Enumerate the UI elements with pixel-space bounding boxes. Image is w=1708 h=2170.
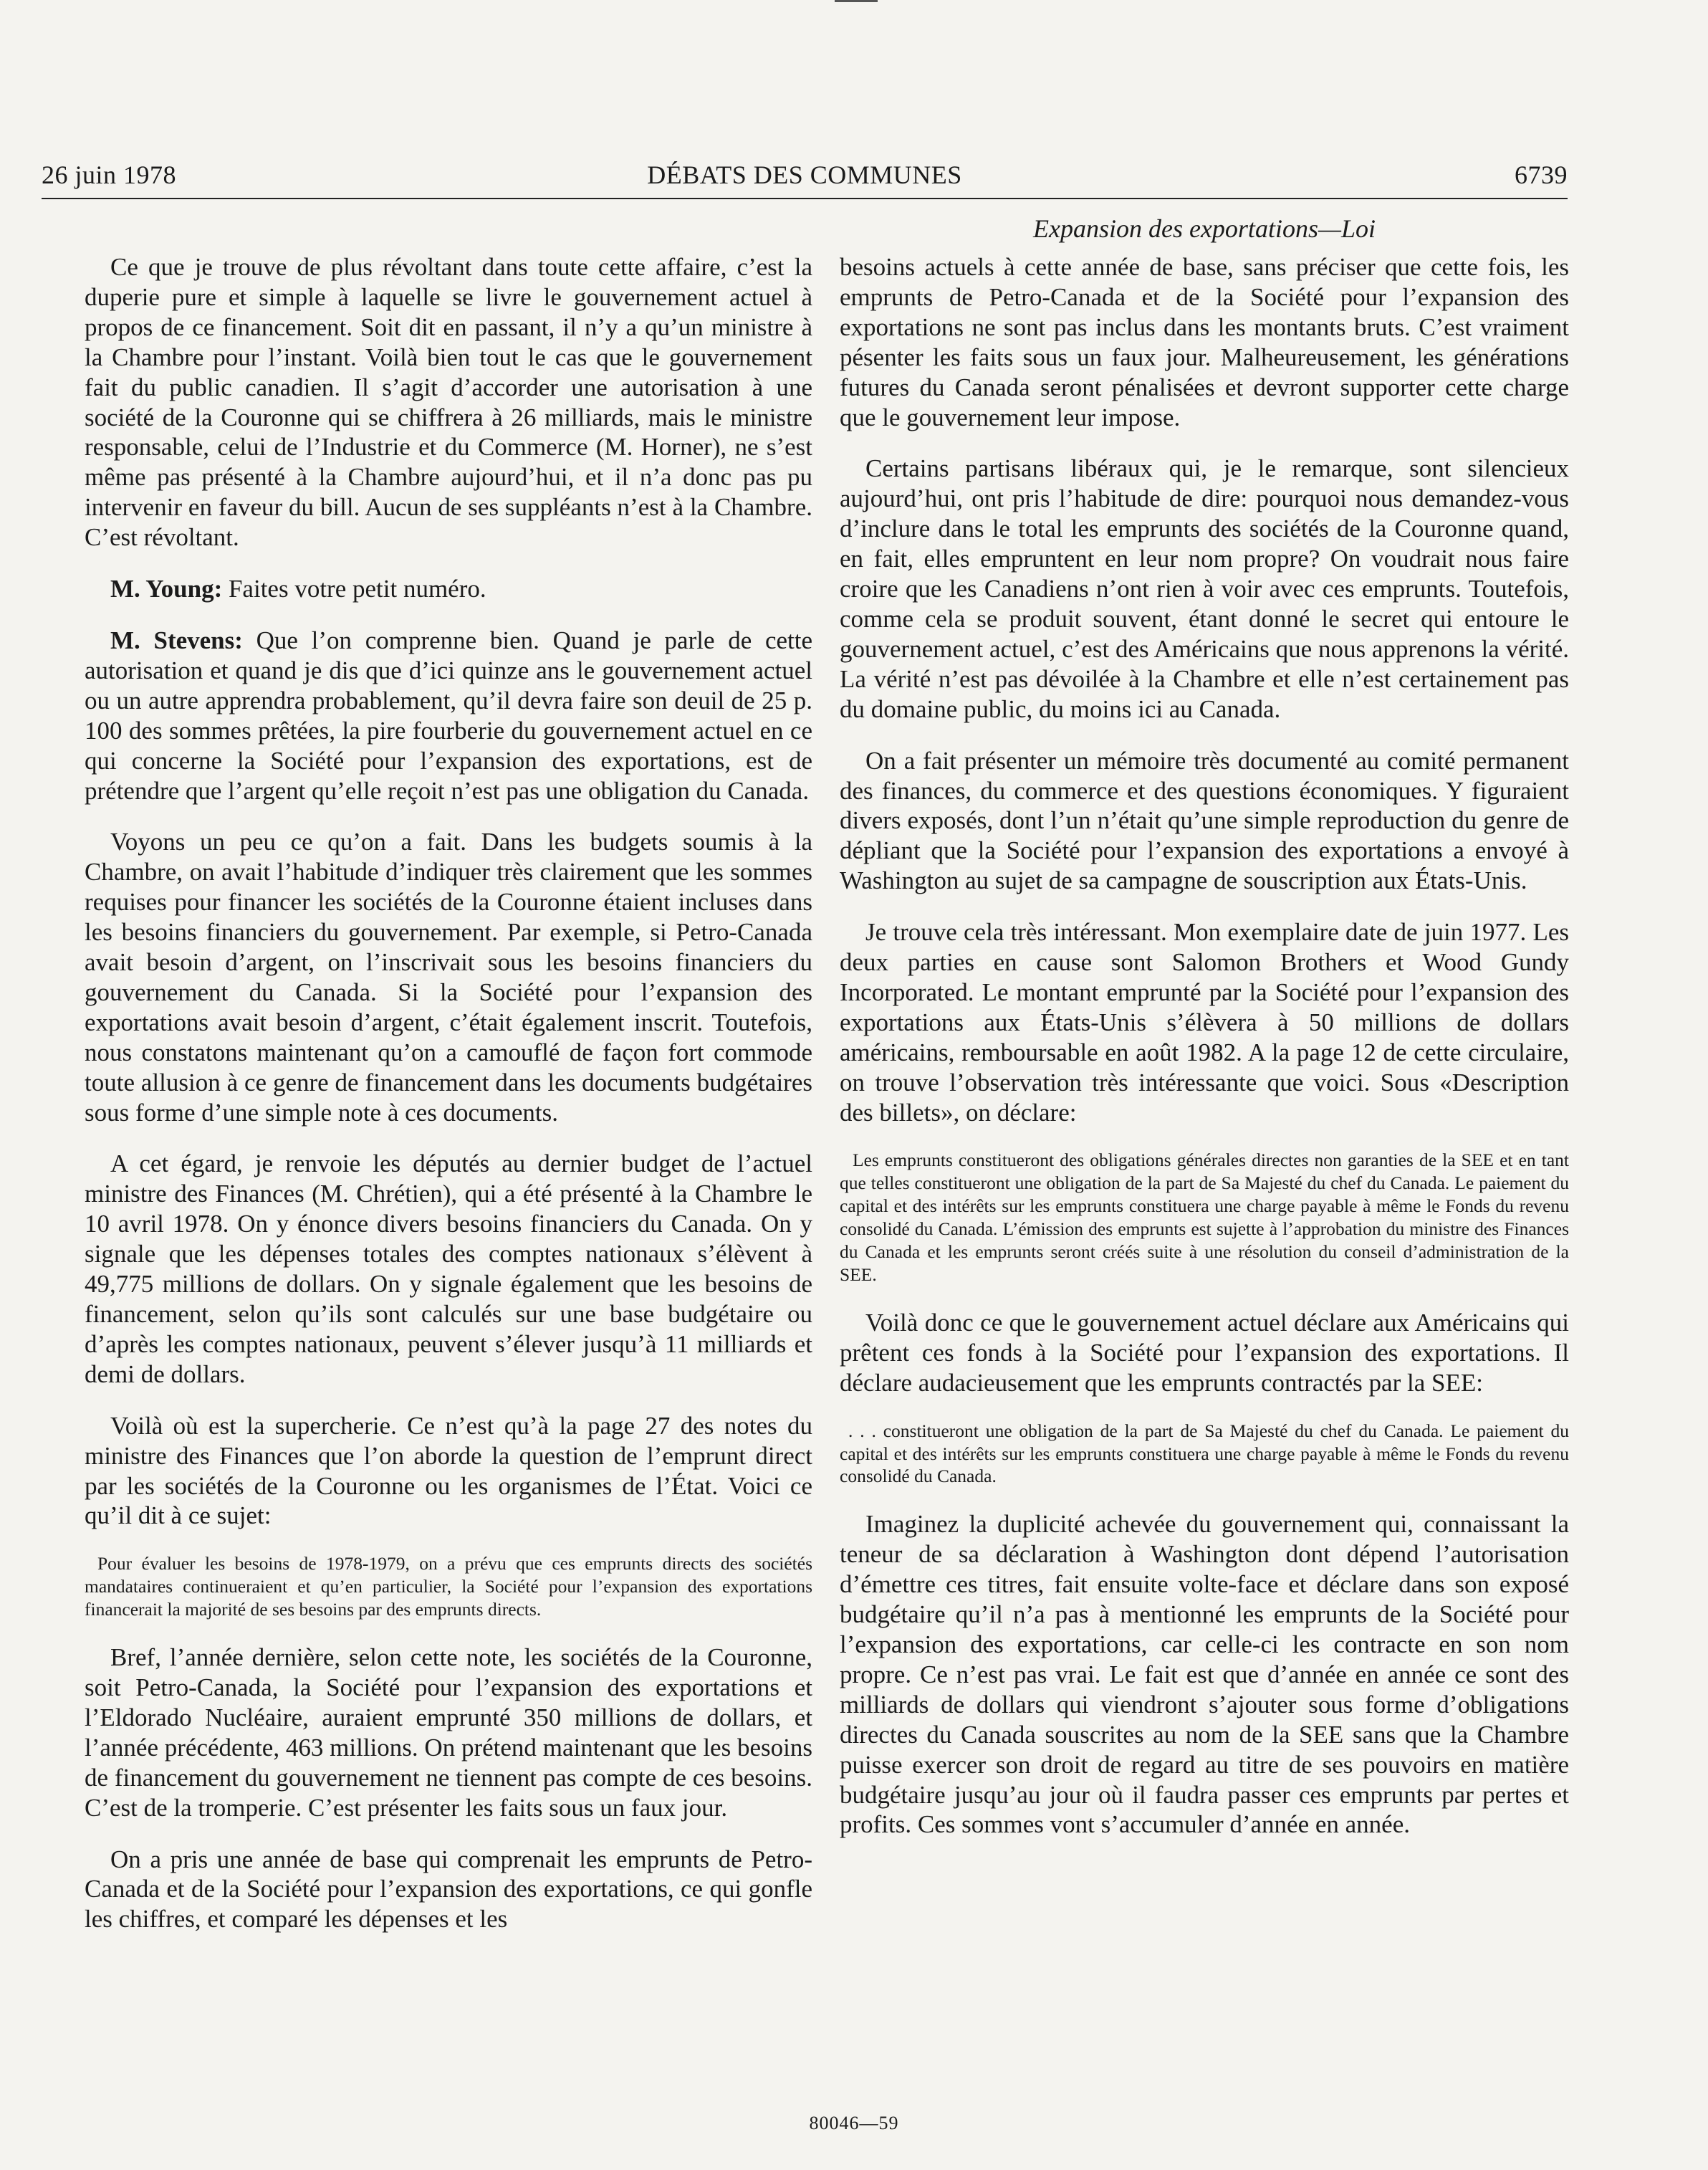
- left-column: [85, 252, 812, 1956]
- speaker-young: M. Young:: [110, 575, 223, 603]
- footer-code: 80046—59: [809, 2113, 899, 2133]
- right-paragraph-4: Je trouve cela très intéressant. Mon exemplaire date de juin 1977. Les deux parties en cause sont Salomon Brothers et Wood Gundy Incorporated. Le montant emprunté par la Société pour l’expansion des exportations aux États-Unis s’élèvera à 50 millions de dollars américains, remboursable en août 1982. A la page 12 de cette circulaire, on trouve l’observation très intéressante que voici. Sous «Description des billets», on déclare:: [840, 918, 1569, 1127]
- left-paragraph-6: Voilà où est la supercherie. Ce n’est qu’à la page 27 des notes du ministre des Finances que l’on aborde la question de l’emprunt direct par les sociétés de la Couronne ou les organismes de l’État. Voici ce qu’il dit à ce sujet:: [85, 1411, 812, 1530]
- header-page-number: 6739: [1515, 161, 1568, 189]
- right-paragraph-1: besoins actuels à cette année de base, sans préciser que cette fois, les emprunts de Petro-Canada et de la Société pour l’expansion des exportations ne sont pas inclus dans les montants bruts. C’est vraiment pésenter les faits sous un faux jour. Malheureusement, les générations futures du Canada seront pénalisées et devront supporter cette charge que le gouvernement leur impose.: [840, 253, 1569, 431]
- right-quotation-1: Les emprunts constitueront des obligations générales directes non garanties de la SEE et en tant que telles constitueront une obligation de la part de Sa Majesté du chef du Canada. Le paiement du capital et des intérêts sur les emprunts constituera une charge payable à même le Fonds du revenu consolidé du Canada. L’émission des emprunts est sujette à l’approbation du ministre des Finances du Canada et les emprunts seront créés suite à une résolution du conseil d’administration de la SEE.: [840, 1149, 1569, 1285]
- left-paragraph-1: Ce que je trouve de plus révoltant dans toute cette affaire, c’est la duperie pure et simple à laquelle se livre le gouvernement actuel à propos de ce financement. Soit dit en passant, il n’y a qu’un ministre à la Chambre pour l’instant. Voilà bien tout le cas que le gouvernement fait du public canadien. Il s’agit d’accorder une autorisation à une société de la Couronne qui se chiffrera à 26 milliards, mais le ministre responsable, celui de l’Industrie et du Commerce (M. Horner), ne s’est même pas présenté à la Chambre aujourd’hui, et il n’a donc pas pu intervenir en faveur du bill. Aucun de ses suppléants n’est à la Chambre. C’est révoltant.: [85, 253, 812, 552]
- speech-stevens: Que l’on comprenne bien. Quand je parle de cette autorisation et quand je dis que d’ici quinze ans le gouvernement actuel ou un autre apprendra probablement, qu’il devra faire son deuil de 25 p. 100 des sommes prêtées, la pire fourberie du gouvernement actuel en ce qui concerne la Société pour l’expansion des exportations, est de prétendre que l’argent qu’elle reçoit n’est pas une obligation du Canada.: [85, 626, 812, 805]
- left-quotation-1: Pour évaluer les besoins de 1978-1979, on a prévu que ces emprunts directs des sociétés mandataires continueraient et qu’en particulier, la Société pour l’expansion des exportations financerait la majorité de ses besoins par des emprunts directs.: [85, 1553, 812, 1620]
- right-paragraph-6: Imaginez la duplicité achevée du gouvernement qui, connaissant la teneur de sa déclaration à Washington dont dépend l’autorisation d’émettre ces titres, fait ensuite volte-face et déclare dans son exposé budgétaire qu’il n’a pas à mentionné les emprunts de la Société pour l’expansion des exportations, car celle-ci les contracte en son nom propre. Ce n’est pas vrai. Le fait est que d’année en année ce sont des milliards de dollars qui viendront s’ajouter sous forme d’obligations directes du Canada souscrites au nom de la SEE sans que la Chambre puisse exercer son droit de regard au titre de ses pouvoirs en matière budgétaire jusqu’au jour où il faudra passer ces emprunts par pertes et profits. Ces sommes vont s’accumuler d’année en année.: [840, 1510, 1569, 1839]
- left-paragraph-3: [85, 626, 812, 806]
- right-paragraph-2: Certains partisans libéraux qui, je le remarque, sont silencieux aujourd’hui, ont pris l’habitude de dire: pourquoi nous demandez-vous d’inclure dans le total les emprunts des sociétés de la Couronne quand, en fait, elles empruntent en leur nom propre? On voudrait nous faire croire que les Canadiens n’ont rien à voir avec ces emprunts. Toutefois, comme cela se produit souvent, étant donné le secret qui entoure le gouvernement actuel, c’est des Américains que nous apprenons la vérité. La vérité n’est pas dévoilée à la Chambre et elle n’est certainement pas du domaine public, du moins ici au Canada.: [840, 454, 1569, 723]
- left-paragraph-2: [85, 574, 812, 604]
- top-edge-mark: [835, 0, 878, 2]
- right-quotation-2: . . . constitueront une obligation de la part de Sa Majesté du chef du Canada. Le paiement du capital et des intérêts sur les emprunts constituera une charge payable à même le Fonds du revenu consolidé du Canada.: [840, 1420, 1569, 1487]
- speech-young: Faites votre petit numéro.: [222, 575, 486, 603]
- right-column: [840, 252, 1569, 1861]
- header-date: 26 juin 1978: [42, 161, 177, 189]
- right-paragraph-5: Voilà donc ce que le gouvernement actuel déclare aux Américains qui prêtent ces fonds à la Société pour l’expansion des exportations. Il déclare audacieusement que les emprunts contractés par la SEE:: [840, 1308, 1569, 1397]
- running-header: [42, 159, 1568, 199]
- left-paragraph-4: Voyons un peu ce qu’on a fait. Dans les budgets soumis à la Chambre, on avait l’habitude d’indiquer très clairement que les sommes requises pour financer les sociétés de la Couronne étaient incluses dans les besoins financiers du gouvernement. Par exemple, si Petro-Canada avait besoin d’argent, on l’inscrivait sous les besoins financiers du gouvernement du Canada. Si la Société pour l’expansion des exportations avait besoin d’argent, c’était également inscrit. Toutefois, nous constatons maintenant qu’on a camouflé de façon fort commode toute allusion à ce genre de financement dans les documents budgétaires sous forme d’une simple note à ces documents.: [85, 828, 812, 1127]
- right-paragraph-3: On a fait présenter un mémoire très documenté au comité permanent des finances, du commerce et des questions économiques. Y figuraient divers exposés, dont l’un n’était qu’une simple reproduction du genre de dépliant que la Société pour l’expansion des exportations a envoyé à Washington au sujet de sa campagne de souscription aux États-Unis.: [840, 746, 1569, 895]
- section-title: Expansion des exportations—Loi: [1033, 214, 1376, 243]
- left-paragraph-7: Bref, l’année dernière, selon cette note, les sociétés de la Couronne, soit Petro-Canada, la Société pour l’expansion des exportations et l’Eldorado Nucléaire, auraient emprunté 350 millions de dollars, et l’année précédente, 463 millions. On prétend maintenant que les besoins de financement du gouvernement ne tiennent pas compte de ces besoins. C’est de la tromperie. C’est présenter les faits sous un faux jour.: [85, 1643, 812, 1822]
- header-title: DÉBATS DES COMMUNES: [647, 161, 962, 189]
- left-paragraph-5: A cet égard, je renvoie les députés au dernier budget de l’actuel ministre des Finances (M. Chrétien), qui a été présenté à la Chambre le 10 avril 1978. On y énonce divers besoins financiers du Canada. On y signale que les dépenses totales des comptes nationaux s’élèvent à 49,775 millions de dollars. On y signale également que les besoins de financement, selon qu’ils sont calculés sur une base budgétaire ou d’après les comptes nationaux, peuvent s’élever jusqu’à 11 milliards et demi de dollars.: [85, 1149, 812, 1388]
- left-paragraph-8: On a pris une année de base qui comprenait les emprunts de Petro-Canada et de la Société pour l’expansion des exportations, ce qui gonfle les chiffres, et comparé les dépenses et les: [85, 1845, 812, 1934]
- speaker-stevens: M. Stevens:: [110, 626, 243, 654]
